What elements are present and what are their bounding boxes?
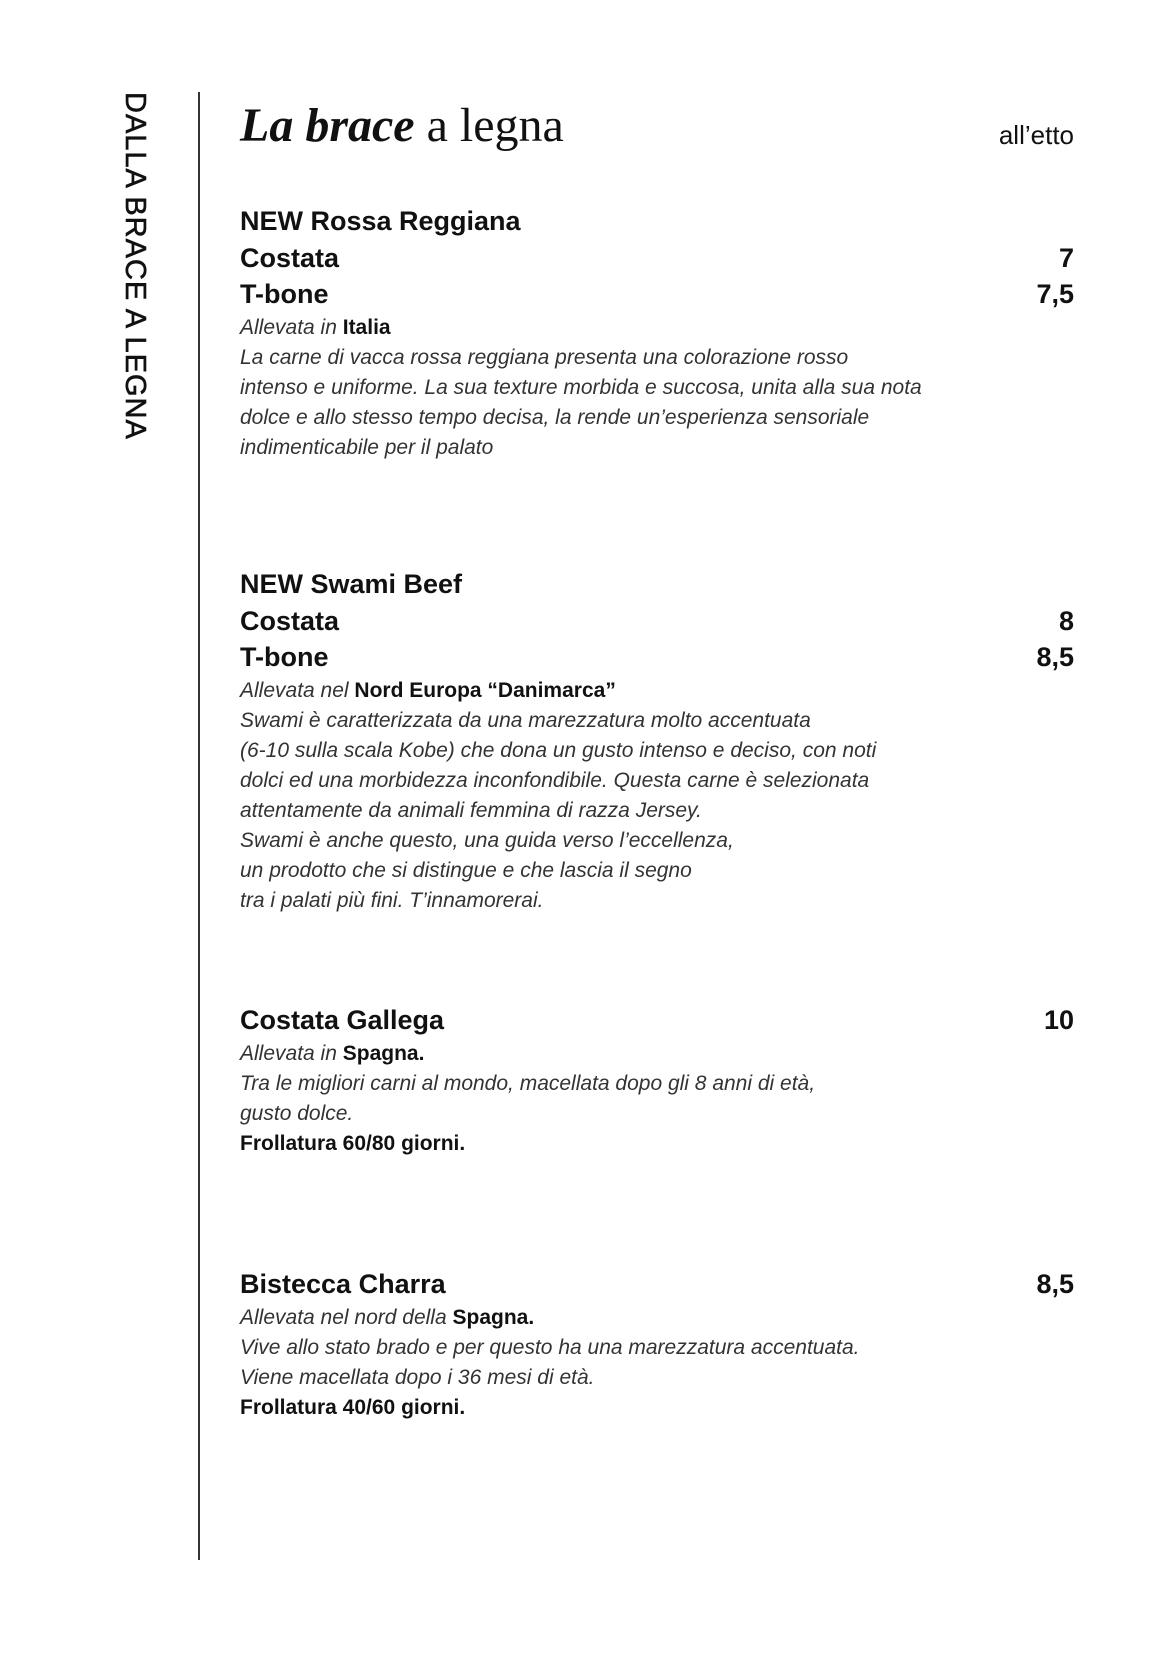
menu-item-price: 8,5 <box>1036 1269 1074 1299</box>
menu-item-row <box>240 276 1074 313</box>
menu-item-price: 7,5 <box>1036 279 1074 309</box>
menu-item-row <box>240 240 1074 277</box>
menu-item-name: Costata Gallega <box>240 1005 445 1035</box>
origin-line <box>240 676 1074 706</box>
origin-prefix: Allevata nel nord della <box>240 1305 447 1329</box>
menu-item-row <box>240 1266 1074 1303</box>
description-line: (6-10 sulla scala Kobe) che dona un gusto intenso e deciso, con noti <box>240 738 877 762</box>
description-line: attentamente da animali femmina di razza Jersey. <box>240 798 702 822</box>
menu-item-name: Costata <box>240 605 340 636</box>
description-line: intenso e uniforme. La sua texture morbida e succosa, unita alla sua nota <box>240 375 922 399</box>
origin-country: Nord Europa “Danimarca” <box>354 678 616 702</box>
origin-prefix: Allevata in <box>240 315 337 339</box>
description-line: Tra le migliori carni al mondo, macellata dopo gli 8 anni di età, <box>240 1071 816 1095</box>
description-line: dolci ed una morbidezza inconfondibile. Questa carne è selezionata <box>240 768 870 792</box>
description-line: La carne di vacca rossa reggiana presenta una colorazione rosso <box>240 345 849 369</box>
menu-item-row <box>240 603 1074 640</box>
origin-line <box>240 313 1074 343</box>
menu-item-row <box>240 1002 1074 1039</box>
menu-item <box>240 566 1074 916</box>
menu-item-price: 8 <box>1058 605 1074 636</box>
price-unit-label: all’etto <box>998 120 1074 150</box>
vertical-divider <box>198 92 200 1560</box>
page-title <box>240 98 564 153</box>
menu-item-name: NEW Rossa Reggiana <box>240 206 521 236</box>
description-line: Viene macellata dopo i 36 mesi di età. <box>240 1365 595 1389</box>
description-line: Vive allo stato brado e per questo ha una marezzatura accentuata. <box>240 1335 860 1359</box>
origin-line <box>240 1303 1074 1333</box>
title-emphasis: La brace <box>240 99 415 152</box>
description-line: Swami è caratterizzata da una marezzatura molto accentuata <box>240 708 811 732</box>
description-line: un prodotto che si distingue e che lascia il segno <box>240 858 692 882</box>
menu-item-row <box>240 639 1074 676</box>
menu-item-price: 7 <box>1058 242 1074 273</box>
menu-item-name: T-bone <box>240 279 329 309</box>
side-section-label: DALLA BRACE A LEGNA <box>119 92 151 440</box>
origin-country: Italia <box>342 315 391 339</box>
menu-item-row <box>240 203 1074 240</box>
origin-prefix: Allevata nel <box>240 678 349 702</box>
description-line: indimenticabile per il palato <box>240 435 494 459</box>
menu-item-name: Bistecca Charra <box>240 1269 446 1299</box>
menu-item <box>240 1266 1074 1423</box>
description-line: gusto dolce. <box>240 1101 354 1125</box>
menu-item-name: NEW Swami Beef <box>240 569 463 599</box>
menu-item-name: Costata <box>240 242 340 273</box>
menu-item <box>240 1002 1074 1159</box>
menu-item-price: 10 <box>1043 1005 1074 1035</box>
aging-note: Frollatura 60/80 giorni. <box>240 1131 466 1155</box>
description-line: Swami è anche questo, una guida verso l’eccellenza, <box>240 828 734 852</box>
aging-note: Frollatura 40/60 giorni. <box>240 1395 466 1419</box>
origin-line <box>240 1039 1074 1069</box>
menu-item-price: 8,5 <box>1036 642 1074 672</box>
title-rest: a legna <box>426 99 564 152</box>
description-line: tra i palati più fini. T’innamorerai. <box>240 888 544 912</box>
description-line: dolce e allo stesso tempo decisa, la rende un’esperienza sensoriale <box>240 405 870 429</box>
origin-prefix: Allevata in <box>240 1041 337 1065</box>
origin-country: Spagna. <box>342 1041 425 1065</box>
menu-item-name: T-bone <box>240 642 329 672</box>
menu-item <box>240 203 1074 463</box>
origin-country: Spagna. <box>452 1305 535 1329</box>
menu-item-row <box>240 566 1074 603</box>
